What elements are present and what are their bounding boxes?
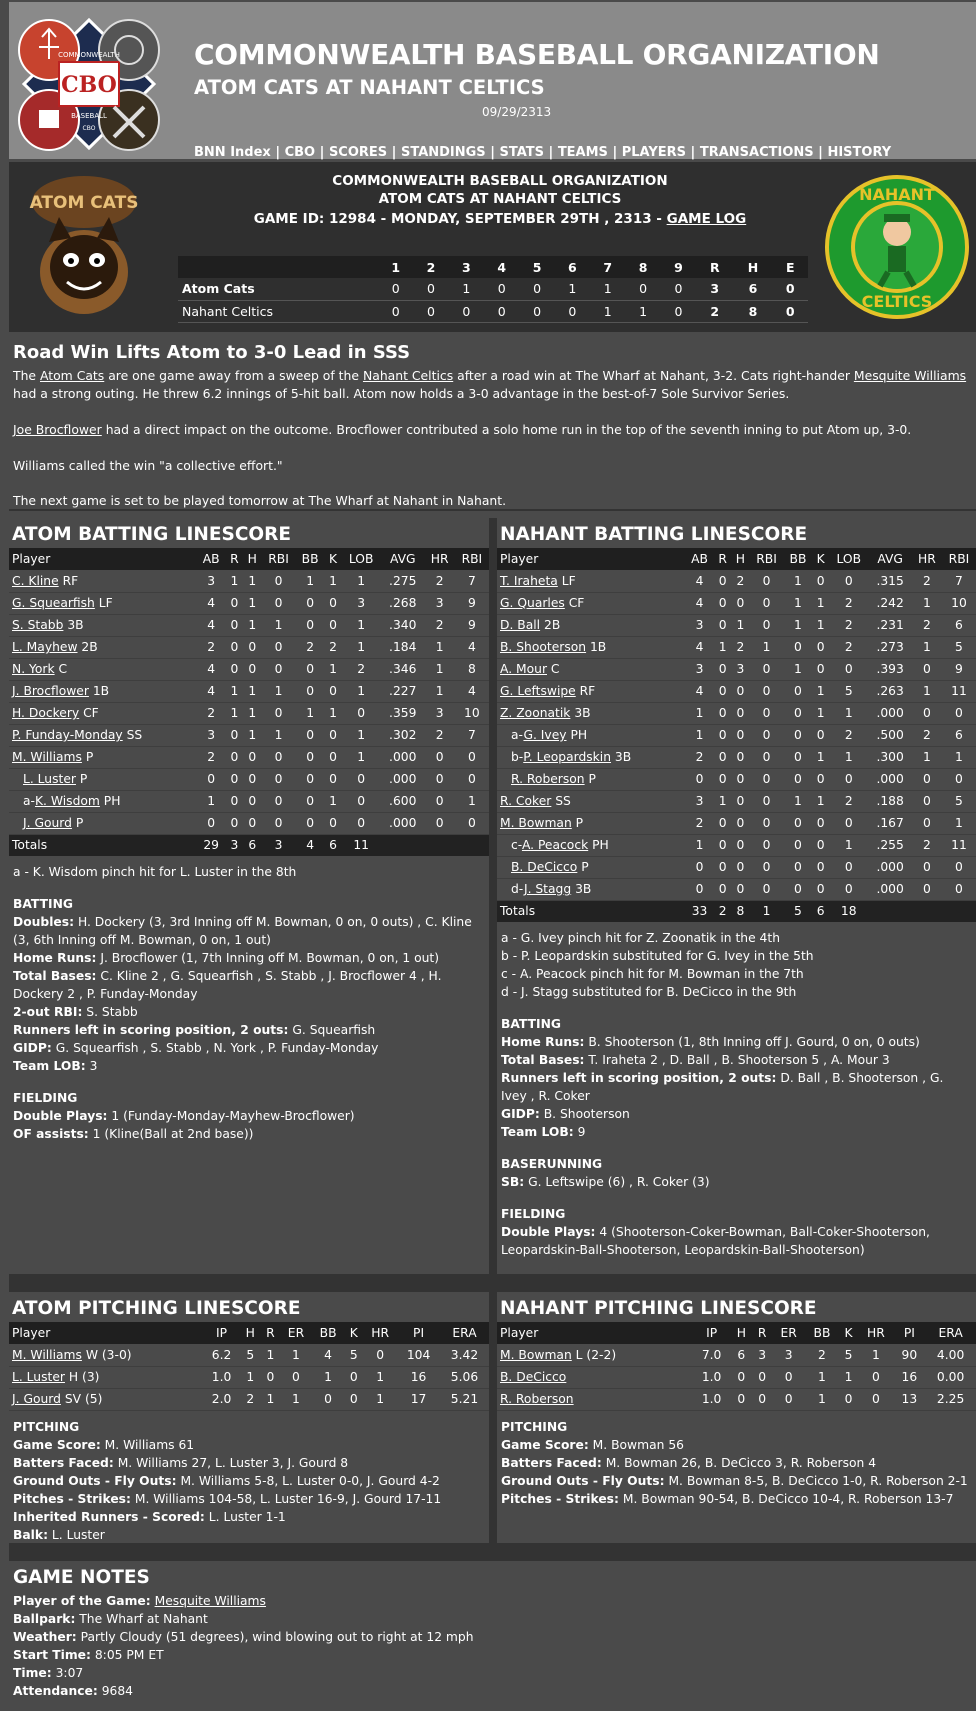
player-link[interactable]: P. Leopardskin (523, 750, 612, 764)
story-paragraph-2: Joe Brocflower had a direct impact on the outcome. Brocflower contributed a solo home run in the top of the seventh inning to put Atom up, 3-0. (13, 422, 912, 437)
nav-bnn-index[interactable]: BNN Index (194, 145, 271, 160)
player-link[interactable]: H. Dockery (12, 706, 80, 720)
player-link[interactable]: B. DeCicco (500, 1370, 567, 1384)
batter-row: G. Leftswipe RF 4 0 0 0 0 1 5 .263 1 11 (497, 680, 976, 702)
player-link[interactable]: J. Gourd (23, 816, 72, 830)
atom-double-plays: Double Plays: 1 (Funday-Monday-Mayhew-Brocflower) (13, 1109, 355, 1123)
batter-row: B. Shooterson 1B 4 1 2 1 0 0 2 .273 1 5 (497, 636, 976, 658)
atom-footnote: a - K. Wisdom pinch hit for L. Luster in the 8th (13, 865, 297, 879)
nahant-footnote-d: d - J. Stagg substituted for B. DeCicco in the 9th (501, 985, 797, 999)
atom-balk: Balk: L. Luster (13, 1527, 105, 1542)
player-link[interactable]: R. Coker (500, 794, 552, 808)
player-link[interactable]: J. Stagg (523, 882, 572, 896)
game-id-line: GAME ID: 12984 - MONDAY, SEPTEMBER 29TH , 2313 - GAME LOG (253, 211, 747, 227)
svg-text:BASEBALL: BASEBALL (71, 112, 107, 120)
nahant-pitching-panel (497, 1292, 976, 1543)
nahant-double-plays: Double Plays: 4 (Shooterson-Coker-Bowman, Ball-Coker-Shooterson, Leopardskin-Ball-Shooterson, Leopardskin-Ball-Shooterson) (501, 1225, 930, 1257)
batter-row: M. Williams P 2 0 0 0 0 0 1 .000 0 0 (9, 746, 489, 768)
player-of-the-game: Player of the Game: Mesquite Williams (13, 1594, 266, 1608)
batter-row: J. Brocflower 1B 4 1 1 1 0 0 1 .227 1 4 (9, 680, 489, 702)
atom-game-score: Game Score: M. Williams 61 (13, 1437, 195, 1452)
batter-row: M. Bowman P 2 0 0 0 0 0 0 .167 0 1 (497, 812, 976, 834)
player-link[interactable]: M. Bowman (500, 816, 572, 830)
nav-standings[interactable]: STANDINGS (400, 145, 486, 160)
pitcher-row: J. Gourd SV (5) 2.0 2 1 1 0 0 1 17 5.21 (9, 1388, 489, 1410)
mesquite-williams-link[interactable]: Mesquite Williams (853, 368, 967, 383)
potg-link[interactable]: Mesquite Williams (154, 1594, 266, 1608)
nahant-pitching-table (497, 1322, 976, 1411)
player-link[interactable]: A. Peacock (521, 838, 589, 852)
player-link[interactable]: M. Bowman (500, 1347, 572, 1362)
story-paragraph-1: The Atom Cats are one game away from a sweep of the Nahant Celtics after a road win at The Wharf at Nahant, 3-2. Cats right-hander Mesquite Williams had a strong outing. He threw 6.2 innings of 5-hit ball. Atom now holds a 3-0 advantage in the best-of-7 Sole Survivor Series. (13, 368, 967, 401)
nahant-footnote-c: c - A. Peacock pinch hit for M. Bowman in the 7th (501, 967, 804, 981)
atom-pitching-section-title: PITCHING (13, 1419, 80, 1434)
player-link[interactable]: T. Iraheta (500, 573, 558, 588)
nahant-batting-section-title: BATTING (501, 1017, 561, 1031)
player-link[interactable]: M. Williams (12, 750, 82, 764)
nahant-batting-header: Player AB R H RBI BB K LOB AVG HR RBI (497, 548, 976, 570)
player-link[interactable]: B. Shooterson (500, 640, 587, 654)
nahant-pitching-notes (497, 1411, 976, 1511)
pitcher-row: R. Roberson 1.0 0 0 0 1 0 0 13 2.25 (497, 1388, 976, 1410)
game-date: 09/29/2313 (482, 105, 552, 119)
atom-go-fo: Ground Outs - Fly Outs: M. Williams 5-8, L. Luster 0-0, J. Gourd 4-2 (13, 1473, 440, 1488)
batter-row: H. Dockery CF 2 1 1 0 1 1 0 .359 3 10 (9, 702, 489, 724)
linescore-header: 1 2 3 4 5 6 7 8 9 R H E (178, 256, 808, 278)
svg-text:NAHANT: NAHANT (859, 185, 935, 204)
nahant-home-runs: Home Runs: B. Shooterson (1, 8th Inning off J. Gourd, 0 on, 0 outs) (501, 1035, 920, 1049)
batter-row: a-K. Wisdom PH 1 0 0 0 0 1 0 .600 0 1 (9, 790, 489, 812)
game-notes-list (9, 1592, 976, 1703)
atom-batting-header: Player AB R H RBI BB K LOB AVG HR RBI (9, 548, 489, 570)
atom-batters-faced: Batters Faced: M. Williams 27, L. Luster 3, J. Gourd 8 (13, 1455, 349, 1470)
atom-batting-panel (9, 518, 489, 1274)
player-link[interactable]: K. Wisdom (34, 794, 100, 808)
batter-row: N. York C 4 0 0 0 0 1 2 .346 1 8 (9, 658, 489, 680)
game-story (9, 335, 976, 511)
story-paragraph-4: The next game is set to be played tomorrow at The Wharf at Nahant in Nahant. (13, 493, 507, 508)
atom-fielding-title: FIELDING (13, 1091, 78, 1105)
batter-row: G. Squearfish LF 4 0 1 0 0 0 3 .268 3 9 (9, 592, 489, 614)
player-link[interactable]: P. Funday-Monday (12, 728, 123, 742)
org-title: COMMONWEALTH BASEBALL ORGANIZATION (194, 38, 880, 71)
nahant-game-score: Game Score: M. Bowman 56 (501, 1437, 684, 1452)
game-org-title: COMMONWEALTH BASEBALL ORGANIZATION (332, 173, 668, 189)
player-link[interactable]: L. Luster (23, 772, 76, 786)
atom-pitches-strikes: Pitches - Strikes: M. Williams 104-58, L. Luster 16-9, J. Gourd 17-11 (13, 1491, 442, 1506)
player-link[interactable]: R. Roberson (511, 772, 585, 786)
nahant-batters-faced: Batters Faced: M. Bowman 26, B. DeCicco 3, R. Roberson 4 (501, 1455, 877, 1470)
player-link[interactable]: B. DeCicco (511, 860, 578, 874)
weather: Weather: Partly Cloudy (51 degrees), wind blowing out to right at 12 mph (13, 1630, 474, 1644)
batter-row: B. DeCicco P 0 0 0 0 0 0 0 .000 0 0 (497, 856, 976, 878)
batter-row: A. Mour C 3 0 3 0 1 0 0 .393 0 9 (497, 658, 976, 680)
svg-text:CBO: CBO (82, 125, 96, 132)
player-link[interactable]: J. Gourd (12, 1392, 61, 1406)
nav-transactions[interactable]: TRANSACTIONS (699, 145, 814, 160)
player-link[interactable]: S. Stabb (12, 618, 64, 632)
atom-gidp: GIDP: G. Squearfish , S. Stabb , N. York , P. Funday-Monday (13, 1041, 379, 1055)
nahant-gidp: GIDP: B. Shooterson (501, 1107, 630, 1121)
player-link[interactable]: R. Roberson (500, 1392, 574, 1406)
atom-doubles: Doubles: H. Dockery (3, 3rd Inning off M. Bowman, 0 on, 0 outs) , C. Kline (3, 6th Inning off M. Bowman, 0 on, 1 out) (13, 915, 472, 947)
batter-row: L. Luster P 0 0 0 0 0 0 0 .000 0 0 (9, 768, 489, 790)
player-link[interactable]: G. Leftswipe (500, 684, 576, 698)
atom-risp: Runners left in scoring position, 2 outs: G. Squearfish (13, 1023, 376, 1037)
svg-text:CBO: CBO (61, 72, 117, 98)
column-divider (489, 518, 497, 1274)
atom-pitching-title: ATOM PITCHING LINESCORE (12, 1298, 301, 1319)
batter-row: R. Roberson P 0 0 0 0 0 0 0 .000 0 0 (497, 768, 976, 790)
player-link[interactable]: L. Luster (12, 1370, 65, 1384)
atom-inherited-runners: Inherited Runners - Scored: L. Luster 1-1 (13, 1509, 286, 1524)
player-link[interactable]: G. Ivey (523, 728, 567, 742)
svg-text:CELTICS: CELTICS (861, 292, 933, 311)
totals-row: Totals 33 2 8 1 5 6 18 (497, 900, 976, 922)
batter-row: b-P. Leopardskin 3B 2 0 0 0 0 1 1 .300 1 1 (497, 746, 976, 768)
game-notes-panel (9, 1561, 976, 1709)
player-link[interactable]: M. Williams (12, 1347, 82, 1362)
nahant-celtics-logo-icon (824, 174, 970, 320)
game-log-link[interactable]: GAME LOG (666, 211, 747, 227)
pitcher-row: M. Bowman L (2-2) 7.0 6 3 3 2 5 1 90 4.00 (497, 1344, 976, 1366)
linescore-row-away: Atom Cats 0 0 1 0 0 1 1 0 0 3 6 0 (178, 278, 808, 300)
atom-cats-link[interactable]: Atom Cats (39, 368, 105, 383)
atom-batting-title: ATOM BATTING LINESCORE (12, 524, 292, 545)
column-divider-2 (489, 1292, 497, 1543)
player-link[interactable]: J. Brocflower (12, 684, 89, 698)
atom-home-runs: Home Runs: J. Brocflower (1, 7th Inning off M. Bowman, 0 on, 1 out) (13, 951, 440, 965)
nahant-batting-title: NAHANT BATTING LINESCORE (500, 524, 808, 545)
batter-row: a-G. Ivey PH 1 0 0 0 0 0 2 .500 2 6 (497, 724, 976, 746)
player-link[interactable]: Z. Zoonatik (500, 706, 571, 720)
atom-pitching-panel (9, 1292, 489, 1543)
batter-row: Z. Zoonatik 3B 1 0 0 0 0 1 1 .000 0 0 (497, 702, 976, 724)
nahant-footnote-a: a - G. Ivey pinch hit for Z. Zoonatik in the 4th (501, 931, 780, 945)
nav-players[interactable]: PLAYERS (621, 145, 687, 160)
atom-batting-section-title: BATTING (13, 897, 73, 911)
story-headline: Road Win Lifts Atom to 3-0 Lead in SSS (13, 342, 411, 363)
nahant-stolen-bases: SB: G. Leftswipe (6) , R. Coker (3) (501, 1175, 710, 1189)
section-divider (9, 1274, 976, 1292)
atom-batting-table (9, 548, 489, 856)
atom-pitching-table (9, 1322, 489, 1411)
nav-teams[interactable]: TEAMS (557, 145, 608, 160)
player-link[interactable]: D. Ball (500, 618, 541, 632)
matchup-title: ATOM CATS AT NAHANT CELTICS (194, 76, 545, 99)
nav-cbo[interactable]: CBO (284, 145, 316, 160)
player-link[interactable]: A. Mour (500, 662, 547, 676)
player-link[interactable]: L. Mayhew (12, 640, 78, 654)
player-link[interactable]: G. Squearfish (12, 596, 95, 610)
main-nav: BNN Index | CBO | SCORES | STANDINGS | STATS | TEAMS | PLAYERS | TRANSACTIONS | HISTORY (194, 145, 892, 160)
svg-text:ATOM CATS: ATOM CATS (29, 193, 139, 213)
nahant-batting-panel (497, 518, 976, 1274)
atom-pitching-header: Player IP H R ER BB K HR PI ERA (9, 1322, 489, 1344)
section-divider-2 (9, 1543, 976, 1561)
totals-row: Totals 29 3 6 3 4 6 11 (9, 834, 489, 856)
nahant-footnote-b: b - P. Leopardskin substituted for G. Ivey in the 5th (501, 949, 814, 963)
batter-row: T. Iraheta LF 4 0 2 0 1 0 0 .315 2 7 (497, 570, 976, 592)
atom-cats-logo-icon (29, 172, 139, 322)
game-time: Time: 3:07 (13, 1666, 84, 1680)
batter-row: R. Coker SS 3 1 0 0 1 1 2 .188 0 5 (497, 790, 976, 812)
player-link[interactable]: C. Kline (12, 573, 59, 588)
atom-pitching-notes (9, 1411, 489, 1547)
batter-row: G. Quarles CF 4 0 0 0 1 1 2 .242 1 10 (497, 592, 976, 614)
nav-history[interactable]: HISTORY (827, 145, 892, 160)
nahant-fielding-title: FIELDING (501, 1207, 566, 1221)
batter-row: C. Kline RF 3 1 1 0 1 1 1 .275 2 7 (9, 570, 489, 592)
player-link[interactable]: G. Quarles (500, 596, 565, 610)
pitcher-row: B. DeCicco 1.0 0 0 0 1 1 0 16 0.00 (497, 1366, 976, 1388)
nahant-pitching-title: NAHANT PITCHING LINESCORE (500, 1298, 817, 1319)
nav-stats[interactable]: STATS (499, 145, 544, 160)
batter-row: d-J. Stagg 3B 0 0 0 0 0 0 0 .000 0 0 (497, 878, 976, 900)
game-matchup: ATOM CATS AT NAHANT CELTICS (378, 191, 622, 207)
batter-row: J. Gourd P 0 0 0 0 0 0 0 .000 0 0 (9, 812, 489, 834)
start-time: Start Time: 8:05 PM ET (13, 1648, 164, 1662)
batter-row: D. Ball 2B 3 0 1 0 1 1 2 .231 2 6 (497, 614, 976, 636)
game-notes-title: GAME NOTES (13, 1567, 150, 1588)
nahant-batting-notes (497, 922, 976, 1262)
pitcher-row: L. Luster H (3) 1.0 1 0 0 1 0 1 16 5.06 (9, 1366, 489, 1388)
nahant-team-lob: Team LOB: 9 (501, 1125, 586, 1139)
nahant-total-bases: Total Bases: T. Iraheta 2 , D. Ball , B. Shooterson 5 , A. Mour 3 (501, 1053, 890, 1067)
nahant-pitches-strikes: Pitches - Strikes: M. Bowman 90-54, B. DeCicco 10-4, R. Roberson 13-7 (501, 1491, 954, 1506)
atom-of-assists: OF assists: 1 (Kline(Ball at 2nd base)) (13, 1127, 254, 1141)
cbo-logo-icon (14, 12, 164, 157)
batter-row: P. Funday-Monday SS 3 0 1 1 0 0 1 .302 2 7 (9, 724, 489, 746)
ballpark: Ballpark: The Wharf at Nahant (13, 1612, 208, 1626)
pitcher-row: M. Williams W (3-0) 6.2 5 1 1 4 5 0 104 3.42 (9, 1344, 489, 1366)
nahant-pitching-header: Player IP H R ER BB K HR PI ERA (497, 1322, 976, 1344)
atom-batting-notes (9, 856, 489, 1146)
batter-row: c-A. Peacock PH 1 0 0 0 0 0 1 .255 2 11 (497, 834, 976, 856)
attendance: Attendance: 9684 (13, 1684, 133, 1698)
batter-row: S. Stabb 3B 4 0 1 1 0 0 1 .340 2 9 (9, 614, 489, 636)
svg-text:COMMONWEALTH: COMMONWEALTH (58, 51, 120, 59)
nahant-pitching-section-title: PITCHING (501, 1419, 568, 1434)
nahant-celtics-link[interactable]: Nahant Celtics (362, 368, 454, 383)
player-link[interactable]: N. York (12, 662, 55, 676)
story-paragraph-3: Williams called the win "a collective effort." (13, 458, 283, 473)
atom-2out-rbi: 2-out RBI: S. Stabb (13, 1005, 138, 1019)
linescore-row-home: Nahant Celtics 0 0 0 0 0 0 1 1 0 2 8 0 (178, 300, 808, 322)
joe-brocflower-link[interactable]: Joe Brocflower (13, 422, 102, 437)
nahant-risp: Runners left in scoring position, 2 outs: D. Ball , B. Shooterson , G. Ivey , R. Coker (501, 1071, 944, 1103)
linescore-table (178, 256, 808, 323)
nahant-baserunning-title: BASERUNNING (501, 1157, 603, 1171)
batter-row: L. Mayhew 2B 2 0 0 0 2 2 1 .184 1 4 (9, 636, 489, 658)
atom-total-bases: Total Bases: C. Kline 2 , G. Squearfish , S. Stabb , J. Brocflower 4 , H. Dockery 2 , P. Funday-Monday (13, 969, 442, 1001)
atom-team-lob: Team LOB: 3 (13, 1059, 98, 1073)
nahant-batting-table (497, 548, 976, 922)
nav-scores[interactable]: SCORES (328, 145, 388, 160)
nahant-go-fo: Ground Outs - Fly Outs: M. Bowman 8-5, B. DeCicco 1-0, R. Roberson 2-1 (501, 1473, 968, 1488)
